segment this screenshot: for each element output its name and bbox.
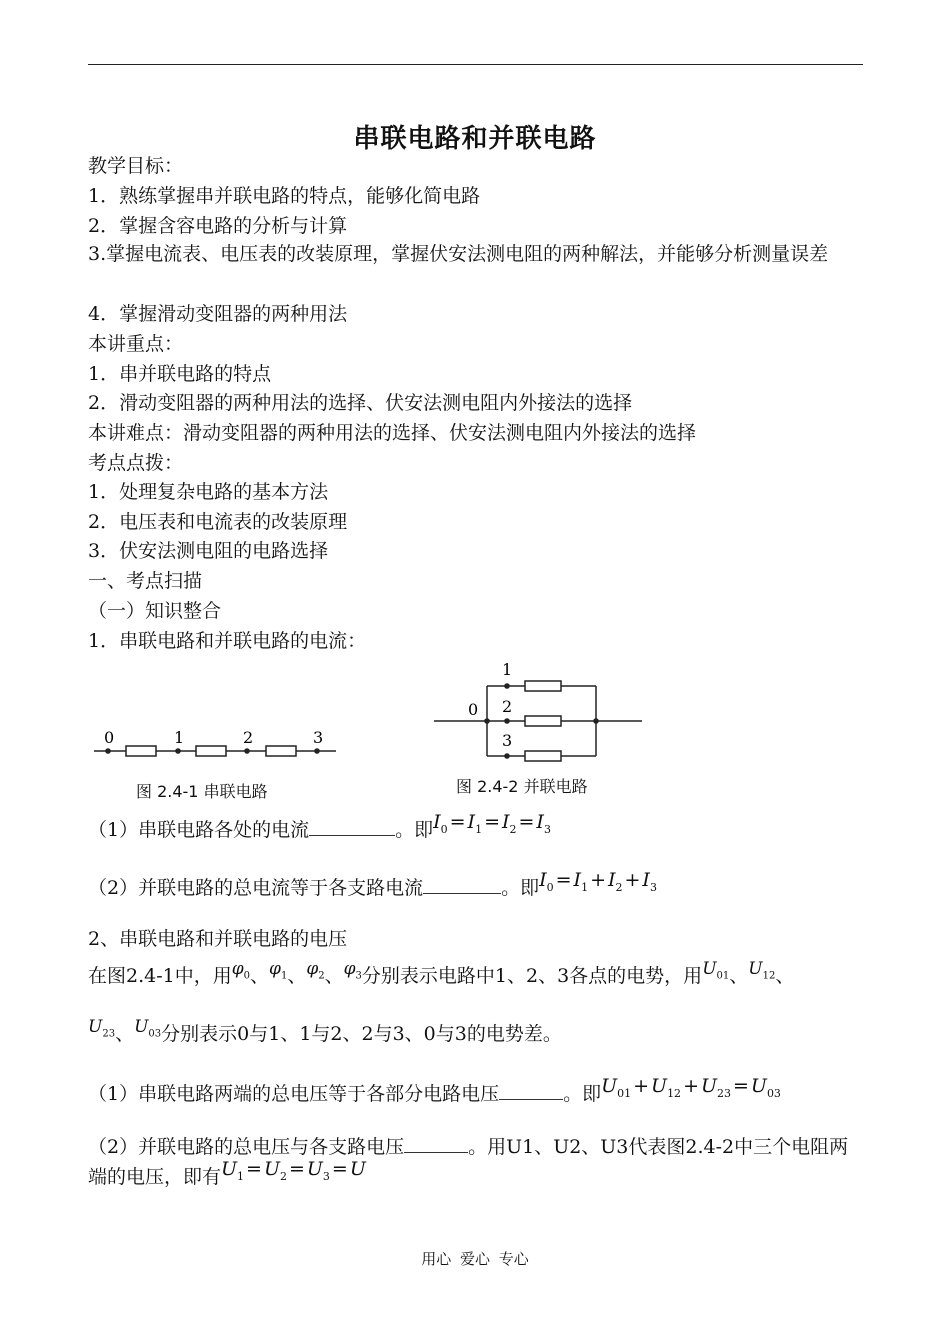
node-label: 0 [468,700,479,719]
node-dot [504,753,510,759]
question-text: （1）串联电路各处的电流 [88,819,310,841]
key-point: 2．滑动变阻器的两种用法的选择、伏安法测电阻内外接法的选择 [88,392,633,414]
current-parallel-formula: $I_0 = I_1 + I_2 + I_3$ [539,869,657,894]
node-dot [484,718,490,724]
resistor [525,681,561,691]
node-label: 1 [174,728,185,747]
node-label: 3 [313,728,324,747]
page-title: 串联电路和并联电路 [353,124,597,154]
node-dot [244,748,250,754]
tip-item: 2．电压表和电流表的改装原理 [88,511,348,533]
fill-blank [423,875,501,894]
difficulty-line: 本讲难点：滑动变阻器的两种用法的选择、伏安法测电阻内外接法的选择 [88,422,697,444]
voltage-series-formula: $U_{01} + U_{12} + U_{23} = U_{03}$ [601,1075,781,1100]
node-label: 0 [104,728,115,747]
section-heading: 一、考点扫描 [88,570,203,592]
subsection-heading: （一）知识整合 [88,600,222,622]
tips-heading: 考点点拨： [88,452,184,474]
goal-item: 1．熟练掌握串并联电路的特点，能够化简电路 [88,185,481,207]
node-dot [314,748,320,754]
figure-caption: 图 2.4-1 串联电路 [136,782,268,801]
node-label: 2 [502,697,513,716]
key-point: 1．串并联电路的特点 [88,363,272,385]
voltage-intro-line1: 在图2.4-1中，用$\varphi_0$、$\varphi_1$、$\varphi_2$、$\varphi_3$分别表示电路中1、2、3各点的电势，用$U_{01}$、$U_{12}$、 [88,959,795,987]
current-series-formula: $I_0 = I_1 = I_2 = I_3$ [433,811,551,836]
resistor [196,746,226,756]
question-text: （2）并联电路的总电流等于各支路电流 [88,877,424,899]
goal-item: 3.掌握电流表、电压表的改装原理，掌握伏安法测电阻的两种解法，并能够分析测量误差 [88,243,829,265]
fill-blank [309,817,395,836]
tip-item: 3．伏安法测电阻的电路选择 [88,540,329,562]
question-suffix: 。即 [501,877,540,899]
voltage-parallel-formula: $U_1 = U_2 = U_3 = U$ [221,1158,366,1183]
node-label: 3 [502,731,513,750]
voltage-intro-line2: $U_{23}$、$U_{03}$分别表示0与1、1与2、2与3、0与3的电势差。 [88,1017,562,1045]
parallel-circuit-diagram [432,658,647,768]
resistor [525,751,561,761]
node-label: 2 [243,728,254,747]
series-circuit-figure [92,725,342,802]
current-question-1 [88,811,551,852]
fill-blank [499,1081,563,1100]
question-suffix: 。即 [563,1083,602,1105]
node-dot [504,683,510,689]
current-question-2 [88,869,657,910]
tip-item: 1．处理复杂电路的基本方法 [88,481,329,503]
node-dot [504,718,510,724]
question-text: （1）串联电路两端的总电压等于各部分电路电压 [88,1083,500,1105]
question-suffix: 。用U1、U2、U3代表图2.4-2中三个电阻两端的电压，即有 [88,1136,849,1188]
question-text: （2）并联电路的总电压与各支路电压 [88,1136,405,1158]
resistor [525,716,561,726]
question-suffix: 。即 [395,819,434,841]
voltage-question-2 [88,1132,866,1200]
parallel-circuit-figure [432,658,647,797]
resistor [126,746,156,756]
key-heading: 本讲重点： [88,333,184,355]
goal-item: 4．掌握滑动变阻器的两种用法 [88,303,348,325]
item-heading: 2、串联电路和并联电路的电压 [88,928,348,950]
node-dot [175,748,181,754]
series-circuit-diagram [92,725,342,775]
intro-text: 在图2.4-1中，用 [88,965,232,987]
fill-blank [404,1134,468,1153]
goal-item: 2．掌握含容电路的分析与计算 [88,215,348,237]
node-dot [105,748,111,754]
header-rule [88,64,863,65]
item-heading: 1．串联电路和并联电路的电流： [88,630,367,652]
page-footer: 用心 爱心 专心 [421,1250,529,1268]
node-dot [593,718,599,724]
intro-text: 分别表示0与1、1与2、2与3、0与3的电势差。 [161,1023,562,1045]
voltage-question-1 [88,1075,781,1116]
goals-heading: 教学目标： [88,155,184,177]
resistor [266,746,296,756]
node-label: 1 [502,660,513,679]
figure-caption: 图 2.4-2 并联电路 [456,777,588,796]
intro-text: 分别表示电路中1、2、3各点的电势，用 [361,965,703,987]
